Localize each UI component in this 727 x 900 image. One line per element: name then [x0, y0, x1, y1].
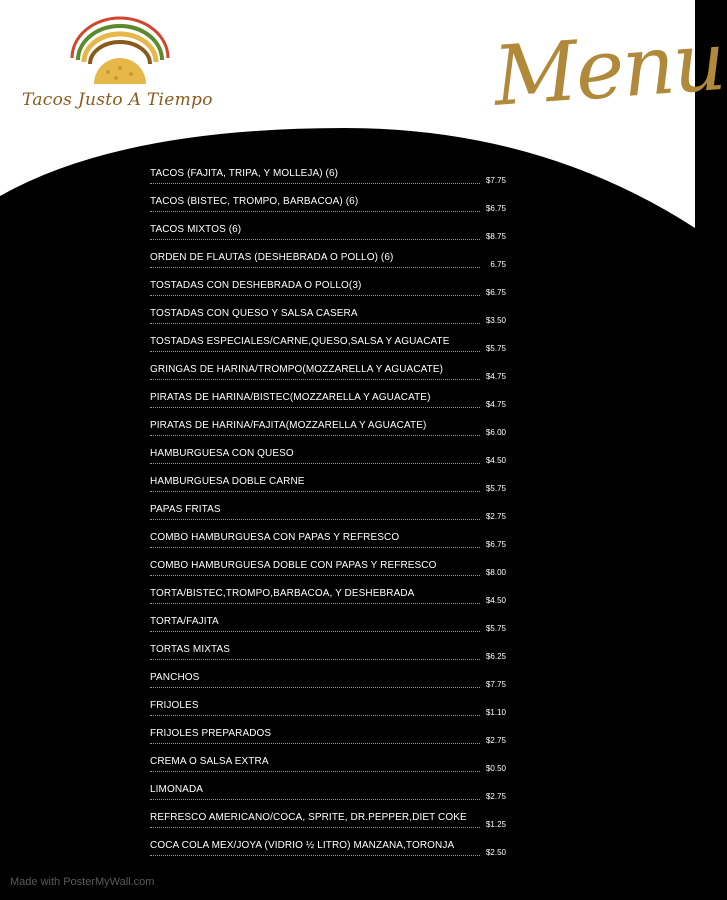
dotted-leader — [150, 603, 480, 604]
dotted-leader — [150, 771, 480, 772]
menu-item-name: COCA COLA MEX/JOYA (VIDRIO ½ LITRO) MANZANA,TORONJA — [150, 840, 455, 851]
menu-item-row — [150, 224, 510, 252]
menu-item-price: $4.50 — [485, 456, 506, 465]
menu-item-price: $8.75 — [485, 232, 506, 241]
menu-item-row — [150, 644, 510, 672]
menu-item-price: $4.50 — [485, 596, 506, 605]
menu-items-list — [150, 168, 510, 868]
menu-item-name: GRINGAS DE HARINA/TROMPO(MOZZARELLA Y AGUACATE) — [150, 364, 444, 375]
menu-item-name: TOSTADAS CON QUESO Y SALSA CASERA — [150, 308, 358, 319]
menu-item-name: CREMA O SALSA EXTRA — [150, 756, 269, 767]
menu-item-name: TOSTADAS CON DESHEBRADA O POLLO(3) — [150, 280, 362, 291]
menu-item-name: FRIJOLES — [150, 700, 199, 711]
menu-item-price: $2.75 — [485, 512, 506, 521]
menu-item-price: $6.75 — [485, 204, 506, 213]
menu-item-row — [150, 840, 510, 868]
menu-item-name: COMBO HAMBURGUESA CON PAPAS Y REFRESCO — [150, 532, 400, 543]
menu-item-row — [150, 252, 510, 280]
menu-item-row — [150, 756, 510, 784]
menu-item-price: $6.75 — [485, 540, 506, 549]
menu-item-name: PANCHOS — [150, 672, 200, 683]
menu-item-price: $5.75 — [485, 344, 506, 353]
dotted-leader — [150, 211, 480, 212]
menu-item-row — [150, 196, 510, 224]
menu-item-price: $5.75 — [485, 484, 506, 493]
menu-item-name: COMBO HAMBURGUESA DOBLE CON PAPAS Y REFRESCO — [150, 560, 437, 571]
dotted-leader — [150, 855, 480, 856]
menu-item-row — [150, 280, 510, 308]
menu-item-price: $6.00 — [485, 428, 506, 437]
dotted-leader — [150, 687, 480, 688]
menu-item-name: FRIJOLES PREPARADOS — [150, 728, 272, 739]
dotted-leader — [150, 435, 480, 436]
dotted-leader — [150, 351, 480, 352]
taco-rainbow-icon — [68, 14, 172, 86]
dotted-leader — [150, 547, 480, 548]
menu-item-row — [150, 448, 510, 476]
menu-item-row — [150, 392, 510, 420]
menu-item-row — [150, 728, 510, 756]
menu-item-price: $7.75 — [485, 680, 506, 689]
menu-item-name: ORDEN DE FLAUTAS (DESHEBRADA O POLLO) (6) — [150, 252, 394, 263]
dotted-leader — [150, 715, 480, 716]
menu-item-price: $6.75 — [485, 288, 506, 297]
menu-item-name: TACOS (BISTEC, TROMPO, BARBACOA) (6) — [150, 196, 359, 207]
menu-item-row — [150, 784, 510, 812]
dotted-leader — [150, 631, 480, 632]
dotted-leader — [150, 575, 480, 576]
menu-item-row — [150, 616, 510, 644]
menu-item-price: $6.25 — [485, 652, 506, 661]
menu-item-price: 6.75 — [490, 260, 506, 269]
dotted-leader — [150, 827, 480, 828]
dotted-leader — [150, 799, 480, 800]
menu-item-name: TORTA/BISTEC,TROMPO,BARBACOA, Y DESHEBRADA — [150, 588, 415, 599]
menu-item-row — [150, 364, 510, 392]
menu-item-row — [150, 308, 510, 336]
logo — [22, 14, 222, 124]
menu-item-name: TACOS (FAJITA, TRIPA, Y MOLLEJA) (6) — [150, 168, 339, 179]
menu-title: Menu — [490, 14, 727, 125]
menu-item-row — [150, 672, 510, 700]
dotted-leader — [150, 323, 480, 324]
menu-item-name: LIMONADA — [150, 784, 204, 795]
menu-item-row — [150, 532, 510, 560]
menu-item-price: $2.75 — [485, 736, 506, 745]
menu-item-price: $7.75 — [485, 176, 506, 185]
menu-item-price: $1.10 — [485, 708, 506, 717]
menu-item-name: TORTA/FAJITA — [150, 616, 219, 627]
menu-item-name: PIRATAS DE HARINA/BISTEC(MOZZARELLA Y AGUACATE) — [150, 392, 431, 403]
menu-item-price: $5.75 — [485, 624, 506, 633]
menu-item-price: $0.50 — [485, 764, 506, 773]
menu-item-name: TORTAS MIXTAS — [150, 644, 231, 655]
menu-item-price: $1.25 — [485, 820, 506, 829]
dotted-leader — [150, 379, 480, 380]
menu-item-row — [150, 420, 510, 448]
menu-item-name: TOSTADAS ESPECIALES/CARNE,QUESO,SALSA Y AGUACATE — [150, 336, 450, 347]
dotted-leader — [150, 463, 480, 464]
dotted-leader — [150, 295, 480, 296]
menu-item-name: REFRESCO AMERICANO/COCA, SPRITE, DR.PEPPER,DIET COKE — [150, 812, 467, 823]
menu-item-row — [150, 476, 510, 504]
watermark: Made with PosterMyWall.com — [10, 876, 155, 888]
menu-item-name: HAMBURGUESA DOBLE CARNE — [150, 476, 305, 487]
dotted-leader — [150, 491, 480, 492]
dotted-leader — [150, 519, 480, 520]
menu-item-row — [150, 560, 510, 588]
menu-item-row — [150, 336, 510, 364]
menu-item-price: $4.75 — [485, 400, 506, 409]
dotted-leader — [150, 743, 480, 744]
menu-item-price: $2.75 — [485, 792, 506, 801]
menu-item-name: TACOS MIXTOS (6) — [150, 224, 242, 235]
menu-item-name: PAPAS FRITAS — [150, 504, 221, 515]
dotted-leader — [150, 659, 480, 660]
dotted-leader — [150, 183, 480, 184]
menu-item-row — [150, 504, 510, 532]
brand-name: Tacos Justo A Tiempo — [22, 90, 213, 110]
menu-item-row — [150, 812, 510, 840]
dotted-leader — [150, 267, 480, 268]
menu-item-price: $2.50 — [485, 848, 506, 857]
menu-item-row — [150, 588, 510, 616]
menu-item-row — [150, 168, 510, 196]
menu-item-price: $4.75 — [485, 372, 506, 381]
menu-item-name: HAMBURGUESA CON QUESO — [150, 448, 294, 459]
menu-item-name: PIRATAS DE HARINA/FAJITA(MOZZARELLA Y AGUACATE) — [150, 420, 427, 431]
menu-item-row — [150, 700, 510, 728]
menu-item-price: $3.50 — [485, 316, 506, 325]
dotted-leader — [150, 239, 480, 240]
dotted-leader — [150, 407, 480, 408]
menu-item-price: $8.00 — [485, 568, 506, 577]
